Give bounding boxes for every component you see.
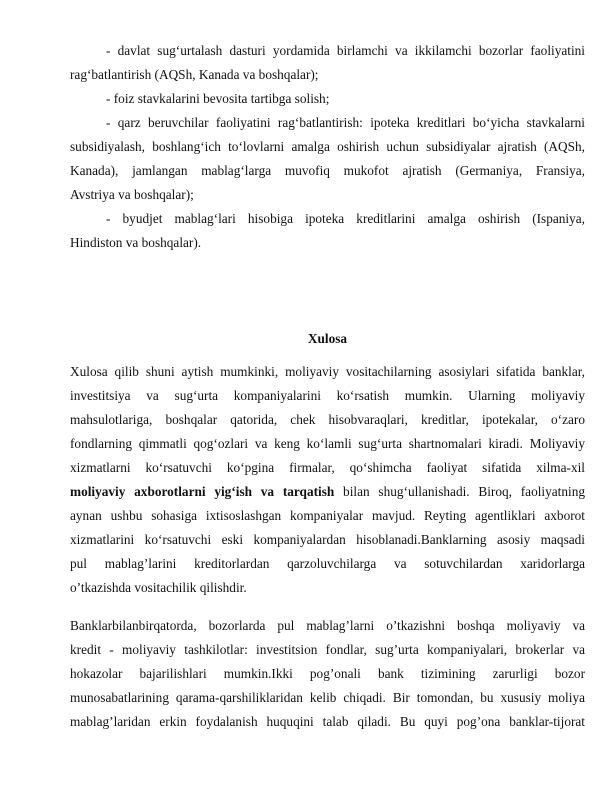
- list-item-4: [70, 207, 585, 255]
- list-item-2: [70, 87, 585, 111]
- paragraph-line-with-bold: [70, 480, 585, 504]
- list-item-line: Kanada), jamlangan mablag‘larga muvofiq mukofot ajratish (Germaniya, Fransiya,: [70, 163, 585, 178]
- conclusion-paragraph-2: [70, 614, 585, 734]
- after-bold-text: bilan shug‘ullanishadi. Biroq, faoliyatning: [334, 484, 585, 499]
- paragraph-line: fondlarning qimmatli qog‘ozlari va keng ko‘lamli sug‘urta shartnomalari kiradi. Moliyaviy: [70, 436, 585, 451]
- conclusion-paragraph-1: [70, 360, 585, 600]
- list-item-line: - byudjet mablag‘lari hisobiga ipoteka kreditlarini amalga oshirish (Ispaniya,: [106, 211, 585, 226]
- paragraph-line: Banklarbilanbirqatorda, bozorlarda pul mablag’larni o’tkazishni boshqa moliyaviy va: [70, 618, 585, 633]
- list-item-line: subsidiyalash, boshlang‘ich to‘lovlarni amalga oshirish uchun subsidiyalar ajratish (AQSh,: [70, 139, 585, 154]
- paragraph-line: Xulosa qilib shuni aytish mumkinki, moliyaviy vositachilarning asosiylari sifatida banklar,: [70, 364, 585, 379]
- list-item-1: [70, 39, 585, 87]
- paragraph-line: o’tkazishda vositachilik qilishdir.: [70, 580, 247, 595]
- list-item-line: - qarz beruvchilar faoliyatini rag‘batlantirish: ipoteka kreditlari bo‘yicha stavkalarni: [106, 115, 585, 130]
- list-item-line: rag‘batlantirish (AQSh, Kanada va boshqalar);: [70, 67, 319, 82]
- list-item-line: Hindiston va boshqalar).: [70, 235, 202, 250]
- list-item-line: Avstriya va boshqalar);: [70, 187, 194, 202]
- paragraph-line: kredit - moliyaviy tashkilotlar: investitsion fondlar, sug’urta kompaniyalari, brokerlar va: [70, 642, 585, 657]
- paragraph-line: xizmatlarini ko‘rsatuvchi eski kompaniyalardan hisoblanadi.Banklarning asosiy maqsadi: [70, 532, 585, 547]
- paragraph-line: mablag’laridan erkin foydalanish huquqini talab qiladi. Bu quyi pog’ona banklar-tijorat: [70, 714, 585, 729]
- paragraph-line: hokazolar bajarilishlari mumkin.Ikki pog’onali bank tizimining zarurligi bozor: [70, 666, 585, 681]
- paragraph-line: xizmatlarni ko‘rsatuvchi ko‘pgina firmalar, qo‘shimcha faoliyat sifatida xilma-xil: [70, 460, 585, 475]
- list-item-3: [70, 111, 585, 207]
- paragraph-line: mahsulotlariga, boshqalar qatorida, chek hisobvaraqlari, kreditlar, ipotekalar, o‘zaro: [70, 412, 585, 427]
- paragraph-line: munosabatlarining qarama-qarshiliklaridan kelib chiqadi. Bir tomondan, bu xususiy moliya: [70, 690, 585, 705]
- list-item-line: - foiz stavkalarini bevosita tartibga solish;: [106, 91, 330, 106]
- paragraph-line: aynan ushbu sohasiga ixtisoslashgan kompaniyalar mavjud. Reyting agentliklari axborot: [70, 508, 585, 523]
- section-title: Xulosa: [307, 331, 348, 346]
- list-item-line: - davlat sug‘urtalash dasturi yordamida birlamchi va ikkilamchi bozorlar faoliyatini: [106, 43, 585, 58]
- paragraph-line: investitsiya va sug‘urta kompaniyalarini ko‘rsatish mumkin. Ularning moliyaviy: [70, 388, 585, 403]
- bold-phrase: moliyaviy axborotlarni yig‘ish va tarqatish: [70, 484, 335, 499]
- paragraph-line: pul mablag’larini kreditorlardan qarzoluvchilarga va sotuvchilardan xaridorlarga: [70, 556, 585, 571]
- bullet-list: [70, 39, 585, 255]
